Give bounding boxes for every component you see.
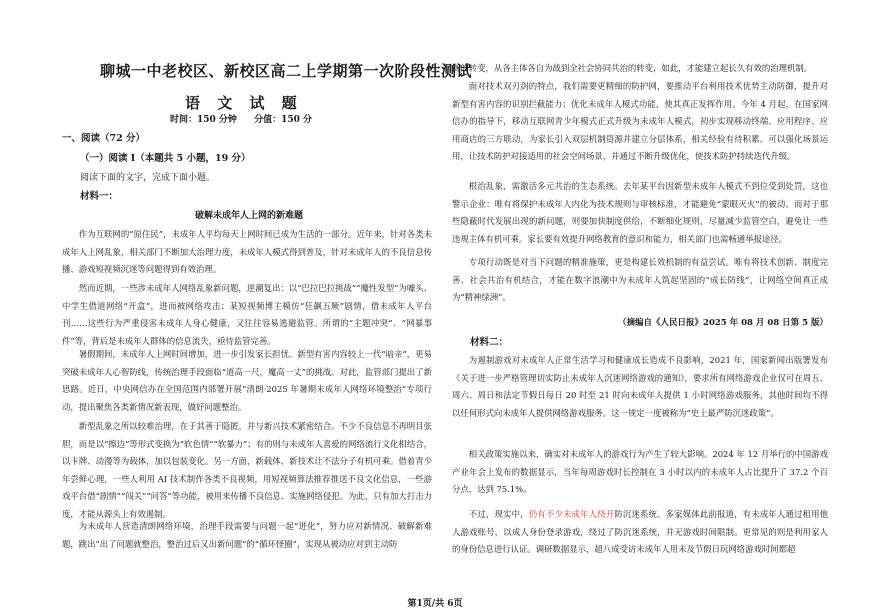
paragraph-text: 防沉迷系统。多家媒体此前报道，有未成年人通过租用他人游戏账号，以成人身份登录游戏，绕过了防沉迷系统，并无游戏时间限制。更常见的则是利用家人的身份信息进行认证。调研数据显示，超八成受访未成年人用未及节假日玩网络游戏时间都超 xyxy=(452,509,829,554)
material-one-label: 材料一： xyxy=(80,191,119,202)
page-number: 第1页/共 6页 xyxy=(407,599,463,609)
article-title: 破解未成年人上网的新难题 xyxy=(195,211,304,221)
exam-score: 分值：150 分 xyxy=(254,115,312,125)
right-paragraph: 专项行动既是对当下问题的精准施策，更是构建长效机制的有益尝试。唯有将技术创新、制度完善、社会共治有机结合，才能在数字浪潮中为未成年人筑起坚固的“成长防线”，让网络空间真正成为“精神绿洲”。 xyxy=(452,257,828,302)
subsection-heading: （一）阅读 I（本题共 5 小题，19 分） xyxy=(80,153,251,164)
paragraph-text: 不过，现实中， xyxy=(468,509,529,519)
material-two-label: 材料二： xyxy=(470,337,509,348)
highlighted-text: 仍有不少未成年人绕开 xyxy=(528,509,615,519)
left-paragraph: 为未成年人营造清朗网络环境，治理手段需要与问题一起“进化”，努力应对新情况、破解新难题，跳出“出了问题就整治，整治过后又出新问题”的“循环怪圈”，实现从被动应对到主动防 xyxy=(62,521,432,549)
left-paragraph: 新型乱象之所以较难治理，在于其善于隐匿，并与新兴技术紧密结合。不少不良信息不再明目张胆，而是以“擦边”等形式变换为“软色情”“软暴力”；有的则与未成年人喜爱的网络流行文化相结合，以卡牌、动漫等为载体，加以包装变化。另一方面，新载体、新技术让不法分子有机可乘。借着青少年尝鲜心理，一些人利用 AI 技术制作各类不良视频，用短视频算法推荐推送不良文化信息，一些游戏平台借“剧情”“闯关”“问答”等功能，被用来传播不良信息、实施网络侵犯。为此，只有加大打击力度，才能从源头上有效遏制。 xyxy=(62,421,432,519)
right-paragraph: 为遏制游戏对未成年人正常生活学习和健康成长造成不良影响，2021 年，国家新闻出版署发布《关于进一步严格管理切实防止未成年人沉迷网络游戏的通知》，要求所有网络游戏企业仅可在周五、周六、周日和法定节假日每日 20 时至 21 时向未成年人提供 1 小时网络游戏服务，其他时间均不得以任何形式向未成年人提供网络游戏服务。这一规定一度被称为“史上最严防沉迷政策”。 xyxy=(452,355,828,418)
exam-subject: 语 文 试 题 xyxy=(185,94,303,112)
section-heading: 一、阅读（72 分） xyxy=(62,133,146,144)
right-paragraph: 御的转变，从各主体各自为战到全社会协同共治的转变，如此，才能建立起长久有效的治理机制。 xyxy=(452,63,813,73)
exam-time: 时间：150 分钟 xyxy=(170,115,237,125)
exam-title: 聊城一中老校区、新校区高二上学期第一次阶段性测试 xyxy=(100,62,473,80)
exam-time-score xyxy=(170,112,326,125)
left-paragraph: 作为互联网的“原住民”，未成年人平均每天上网时间已成为生活的一部分。近年来，针对各类未成年人上网乱象，相关部门不断加大治理力度，未成年人模式得到普及，针对未成年人的不良信息传播、游戏短视频沉迷等问题得到有效治理。 xyxy=(62,229,432,274)
left-paragraph: 暑假期间，未成年人上网时间增加，进一步引发家长担忧。新型有害内容较上一代“暗亲”，更易突破未成年人心智防线，传统治理手段面临“道高一尺，魔高一丈”的挑战。对此，监管部门提出了新思路。近日，中央网信办在全国范围内部署开展“清朗·2025 年暑期未成年人网络环境整治”专项行动，提出聚焦各类新情况新表现，做好问题整治。 xyxy=(62,349,432,412)
right-paragraph-last xyxy=(452,506,828,560)
reading-instruction: 阅读下面的文字，完成下面小题。 xyxy=(80,173,216,183)
source-note: （摘编自《人民日报》2025 年 08 月 08 日第 5 版） xyxy=(618,318,828,328)
right-paragraph: 面对技术双刃剑的特点，我们需要更精细的防护网，要推动平台利用技术优势主动防御，提升对新型有害内容的识别拦截能力；优化未成年人模式功能，使其真正发挥作用。今年 4 月起，在国家网信办的指导下，移动互联网青少年模式正式升级为未成年人模式，初步实现移动终端、应用程序、应用商店的三方联动，为家长引入双层机制资源并建立分层体系，相关经验有待积累。可以强化场景运用，让技术防护对接适用的社会空间场景，并通过不断升级优化，使技术防护持续迭代升级。 xyxy=(452,81,828,161)
right-paragraph: 相关政策实施以来，确实对未成年人的游戏行为产生了较大影响。2024 年 12 月举行的中国游戏产业年会上发布的数据显示，当年每周游戏时长控制在 3 小时以内的未成年人占比提升了 37.2 个百分点，达到 75.1%。 xyxy=(452,449,828,494)
left-paragraph: 然而近期，一些涉未成年人网络乱象新问题，逆潮复出：以“巴拉巴拉挑战”“魔性发型”为噱头、中学生借道网络“开盒”，进而被网络攻击；某短视频博主模仿“狂飙五厥”剧情，借未成年人平台刊……这些行为严重侵害未成年人身心健康，又往往容易逃避监管。所谓的“主题冲突”、“网暴事件”等，背后是未成年人群体的信息流失，亟待监管完善。 xyxy=(62,283,432,346)
right-paragraph: 根治乱象，需激活多元共治的生态系统。去年某平台因新型未成年人模式不到位受到处罚，这也警示企业：唯有将保护未成年人内化为技术规则与审核标准，才能避免“蒙眼灭火”的被动。而对于那些隐蔽时代发展出现的新问题，则要加快制度供给，不断细化规则，尽量减少监管空白，避免让一些违规主体有机可乘。家长要有效提升网络教育的意识和能力，相关部门也需畅通举报途径。 xyxy=(452,181,828,244)
